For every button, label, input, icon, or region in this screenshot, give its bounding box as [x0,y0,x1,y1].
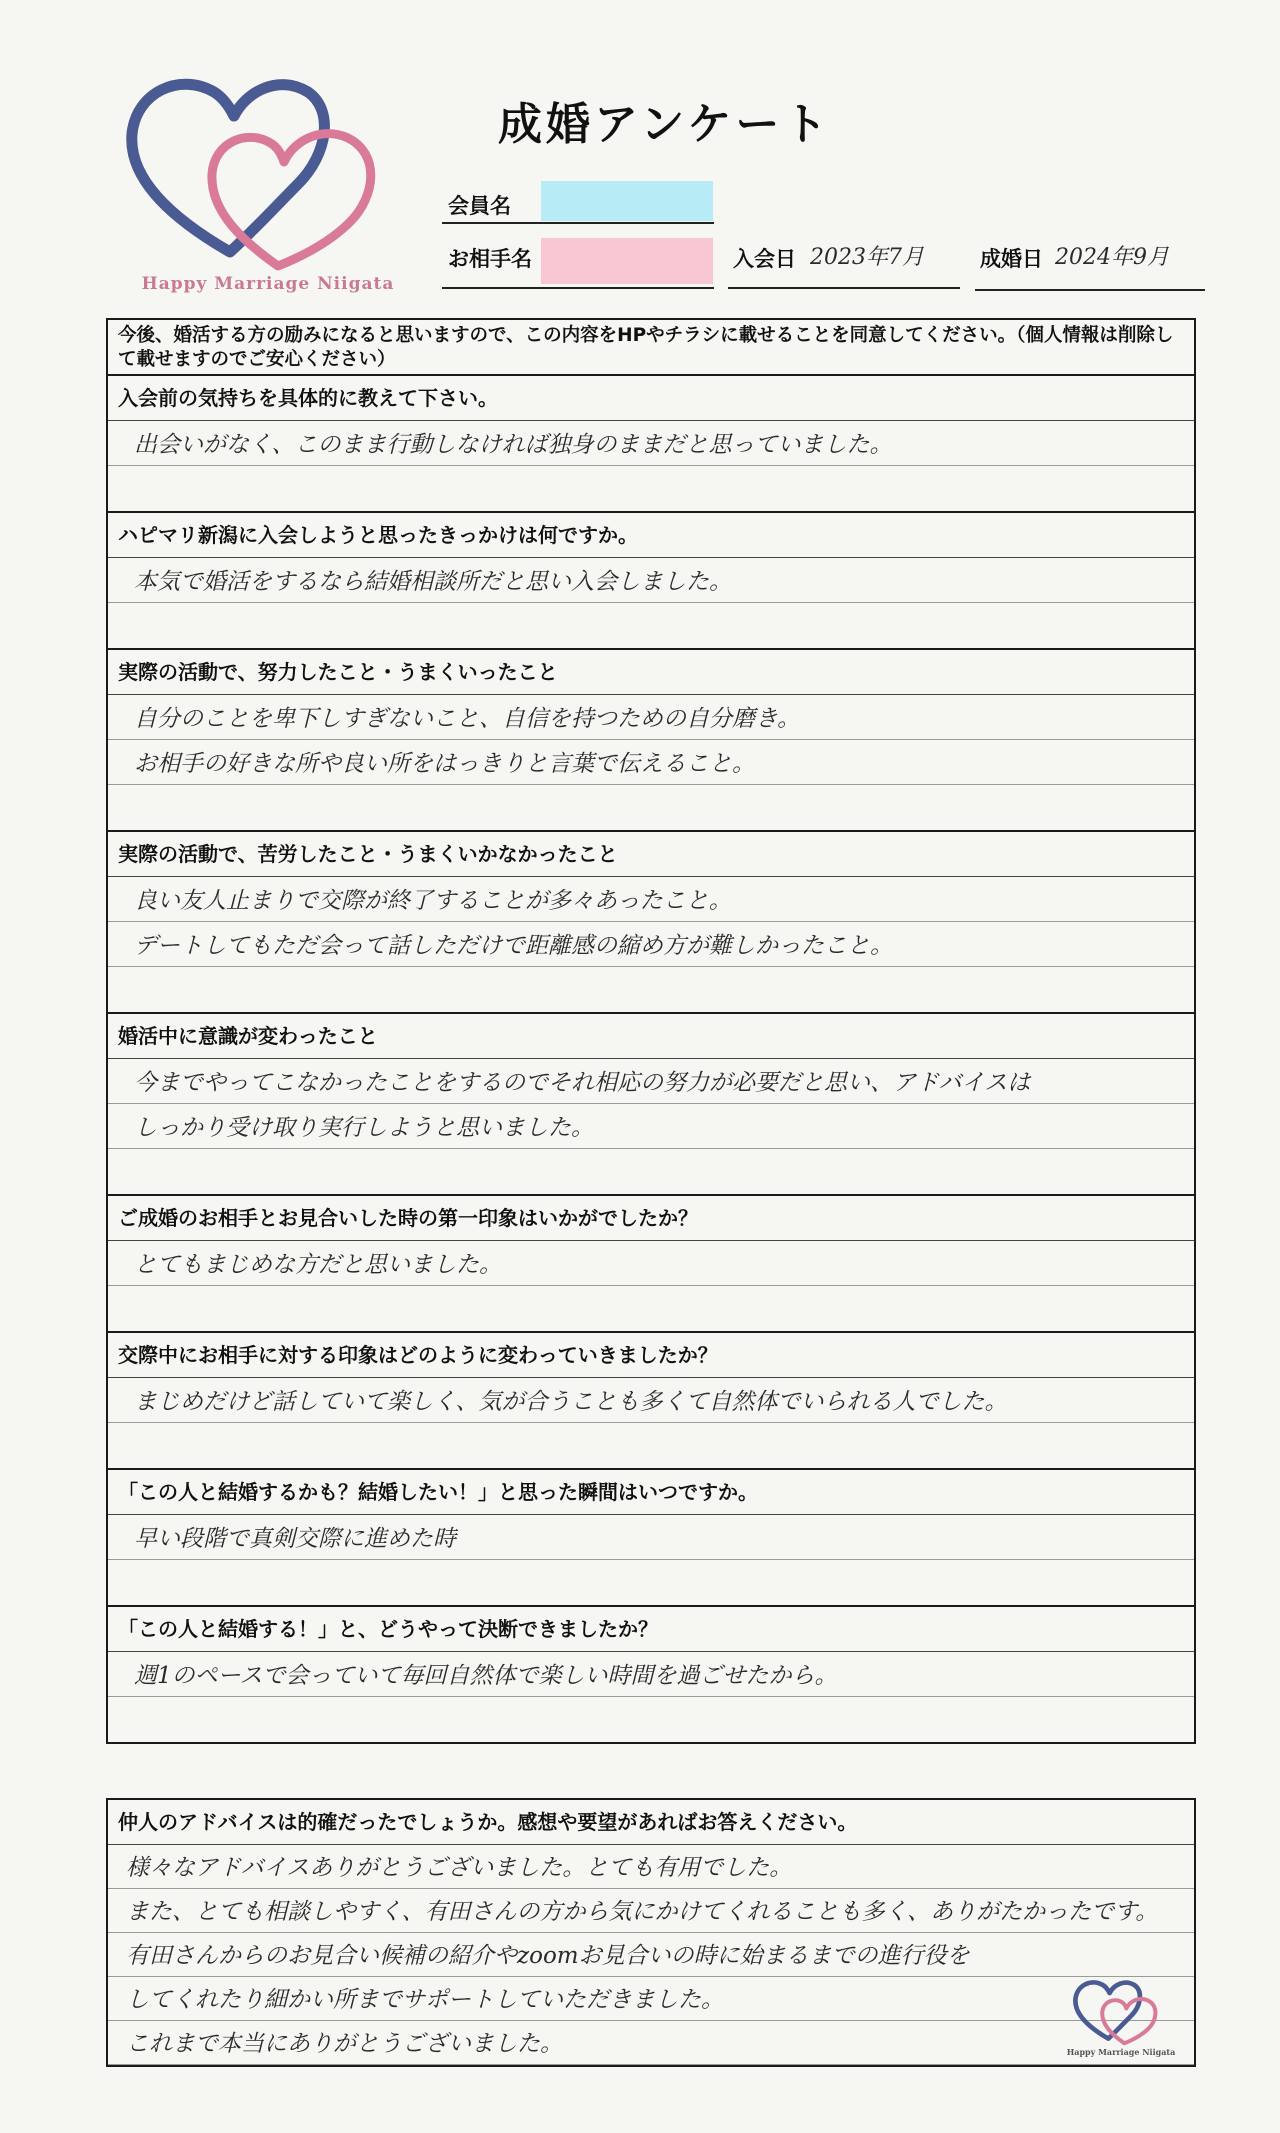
mini-logo-stamp [1066,1975,1176,2059]
answer-line: 今までやってこなかったことをするのでそれ相応の努力が必要だと思い、アドバイスは [108,1059,1194,1104]
answer-line: 早い段階で真剣交際に進めた時 [108,1515,1194,1560]
member-name-underline [442,222,714,224]
double-heart-icon [118,62,418,277]
question-label: ご成婚のお相手とお見合いした時の第一印象はいかがでしたか？ [108,1196,1194,1241]
answer-line [108,1423,1194,1468]
answer-line: 様々なアドバイスありがとうございました。とても有用でした。 [108,1845,1194,1889]
question-label: 入会前の気持ちを具体的に教えて下さい。 [108,376,1194,421]
answer-line: 出会いがなく、このまま行動しなければ独身のままだと思っていました。 [108,421,1194,466]
advice-table [106,1798,1196,2067]
happy-marriage-logo [118,62,418,302]
answer-line [108,1697,1194,1742]
logo-text: Happy Marriage Niigata [141,274,395,294]
marriage-date-label: 成婚日 [980,247,1043,271]
question-block [108,376,1194,513]
question-label: 「この人と結婚するかも？結婚したい！」と思った瞬間はいつですか。 [108,1470,1194,1515]
answer-line: 週1のペースで会っていて毎回自然体で楽しい時間を過ごせたから。 [108,1652,1194,1697]
answer-line [108,785,1194,830]
answer-line: してくれたり細かい所までサポートしていただきました。 [108,1977,1194,2021]
mini-logo-text: Happy Marriage Niigata [1066,2047,1176,2057]
page-title: 成婚アンケート [498,99,832,150]
question-label: 実際の活動で、努力したこと・うまくいったこと [108,650,1194,695]
answer-line [108,466,1194,511]
answer-line [108,967,1194,1012]
partner-label: お相手名 [448,247,532,271]
answer-line: まじめだけど話していて楽しく、気が合うことも多くて自然体でいられる人でした。 [108,1378,1194,1423]
answer-line: 有田さんからのお見合い候補の紹介やzoomお見合いの時に始まるまでの進行役を [108,1933,1194,1977]
answer-line: とてもまじめな方だと思いました。 [108,1241,1194,1286]
member-name-redaction [541,181,713,221]
answer-line: お相手の好きな所や良い所をはっきりと言葉で伝えること。 [108,740,1194,785]
question-block [108,1607,1194,1742]
answer-line [108,1286,1194,1331]
answer-line: しっかり受け取り実行しようと思いました。 [108,1104,1194,1149]
question-block [108,832,1194,1014]
answer-line [108,1560,1194,1605]
partner-name-redaction [541,238,713,284]
answer-line: 良い友人止まりで交際が終了することが多々あったこと。 [108,877,1194,922]
double-heart-icon [1066,1975,1176,2047]
question-block [108,1333,1194,1470]
question-block [108,650,1194,832]
join-date-value: 2023年7月 [810,245,924,270]
join-date-label: 入会日 [733,247,796,271]
answer-line: また、とても相談しやすく、有田さんの方から気にかけてくれることも多く、ありがたかったです。 [108,1889,1194,1933]
question-block [108,1470,1194,1607]
answer-line: これまで本当にありがとうございました。 [108,2021,1194,2065]
question-label: 婚活中に意識が変わったこと [108,1014,1194,1059]
marriage-date-value: 2024年9月 [1055,245,1169,270]
question-label: 実際の活動で、苦労したこと・うまくいかなかったこと [108,832,1194,877]
partner-name-underline [442,287,714,289]
question-block [108,1014,1194,1196]
answer-line: 自分のことを卑下しすぎないこと、自信を持つための自分磨き。 [108,695,1194,740]
question-block [108,1196,1194,1333]
questions-table [106,318,1196,1744]
question-label: 「この人と結婚する！」と、どうやって決断できましたか？ [108,1607,1194,1652]
answer-line: 本気で婚活をするなら結婚相談所だと思い入会しました。 [108,558,1194,603]
consent-notice: 今後、婚活する方の励みになると思いますので、この内容をHPやチラシに載せることを同意してください。（個人情報は削除して載せますのでご安心ください） [108,320,1194,376]
answer-line: デートしてもただ会って話しただけで距離感の縮め方が難しかったこと。 [108,922,1194,967]
member-label: 会員名 [448,194,511,218]
answer-line [108,603,1194,648]
join-date-underline [728,287,960,289]
advice-question-label: 仲人のアドバイスは的確だったでしょうか。感想や要望があればお答えください。 [108,1800,1194,1845]
question-label: 交際中にお相手に対する印象はどのように変わっていきましたか？ [108,1333,1194,1378]
question-label: ハピマリ新潟に入会しようと思ったきっかけは何ですか。 [108,513,1194,558]
answer-line [108,1149,1194,1194]
question-block [108,513,1194,650]
marriage-date-underline [975,289,1205,291]
